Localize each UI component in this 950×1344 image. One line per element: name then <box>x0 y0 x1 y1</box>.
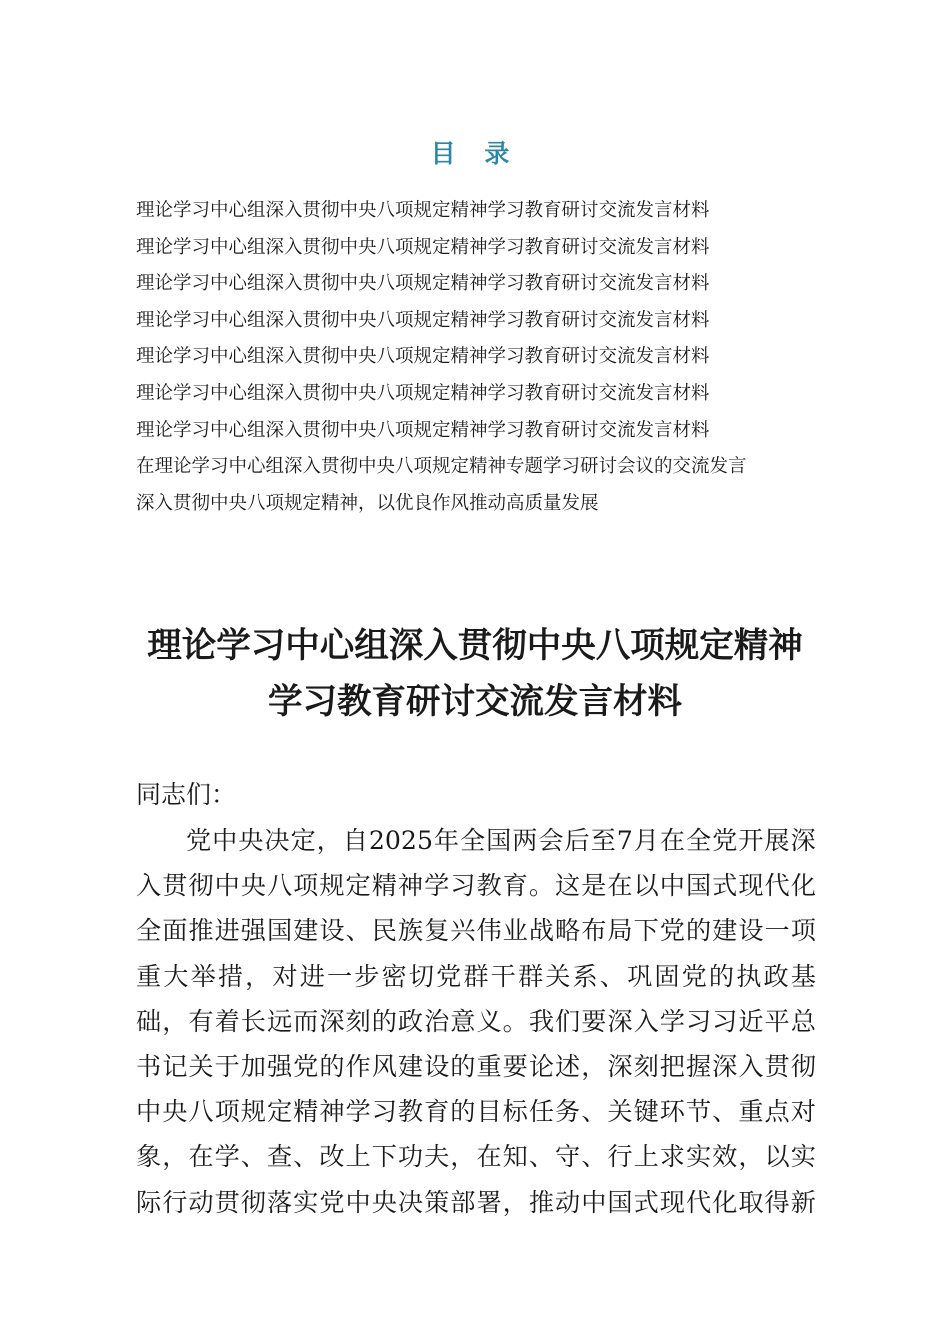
toc-item[interactable]: 理论学习中心组深入贯彻中央八项规定精神学习教育研讨交流发言材料 <box>136 382 710 404</box>
toc-list <box>136 193 836 522</box>
toc-item[interactable]: 理论学习中心组深入贯彻中央八项规定精神学习教育研讨交流发言材料 <box>136 309 710 331</box>
toc-item[interactable]: 理论学习中心组深入贯彻中央八项规定精神学习教育研讨交流发言材料 <box>136 200 710 221</box>
body-paragraph <box>136 818 816 1225</box>
body-line: 入 贯 彻 中 央 八 项 规 定 精 神 学 习 教 育 。 这 是 在 以 中 国 式 现 代 化 <box>136 871 816 901</box>
body-line: 重 大 举 措 ， 对 进 一 步 密 切 党 群 干 群 关 系 、 巩 固 党 的 执 政 基 <box>136 961 816 991</box>
body-line: 中 央 八 项 规 定 精 神 学 习 教 育 的 目 标 任 务 、 关 键 环 节 、 重 点 对 <box>136 1097 816 1127</box>
document-title <box>0 618 950 730</box>
toc-item[interactable]: 理论学习中心组深入贯彻中央八项规定精神学习教育研讨交流发言材料 <box>136 419 710 441</box>
body-line: 书 记 关 于 加 强 党 的 作 风 建 设 的 重 要 论 述 ， 深 刻 把 握 深 入 贯 彻 <box>136 1051 816 1081</box>
toc-heading: 目 录 <box>430 139 520 168</box>
toc-item[interactable]: 理论学习中心组深入贯彻中央八项规定精神学习教育研讨交流发言材料 <box>136 273 710 295</box>
toc-item[interactable]: 在理论学习中心组深入贯彻中央八项规定精神专题学习研讨会议的交流发言 <box>136 456 747 478</box>
body-line: 际 行 动 贯 彻 落 实 党 中 央 决 策 部 署 ， 推 动 中 国 式 现 代 化 取 得 新 <box>136 1187 816 1217</box>
toc-item[interactable]: 理论学习中心组深入贯彻中央八项规定精神学习教育研讨交流发言材料 <box>136 346 710 368</box>
document-title-line: 理论学习中心组深入贯彻中央八项规定精神 <box>147 626 803 666</box>
toc-item[interactable]: 深入贯彻中央八项规定精神，以优良作风推动高质量发展 <box>136 492 599 514</box>
salutation: 同志们： <box>136 780 237 809</box>
body-line: 象 ， 在 学 、 查 、 改 上 下 功 夫 ， 在 知 、 守 、 行 上 求 实 效 ， 以 实 <box>136 1142 816 1172</box>
body-line: 全 面 推 进 强 国 建 设 、 民 族 复 兴 伟 业 战 略 布 局 下 党 的 建 设 一 项 <box>136 916 816 946</box>
body-line: 党 中 央 决 定 ， 自 2025 年 全 国 两 会 后 至 7 月 在 全 党 开 展 深 <box>186 826 816 855</box>
body-line: 础 ， 有 着 长 远 而 深 刻 的 政 治 意 义 。 我 们 要 深 入 学 习 习 近 平 总 <box>136 1006 816 1036</box>
toc-item[interactable]: 理论学习中心组深入贯彻中央八项规定精神学习教育研讨交流发言材料 <box>136 236 710 258</box>
document-title-line: 学习教育研讨交流发言材料 <box>268 682 682 722</box>
